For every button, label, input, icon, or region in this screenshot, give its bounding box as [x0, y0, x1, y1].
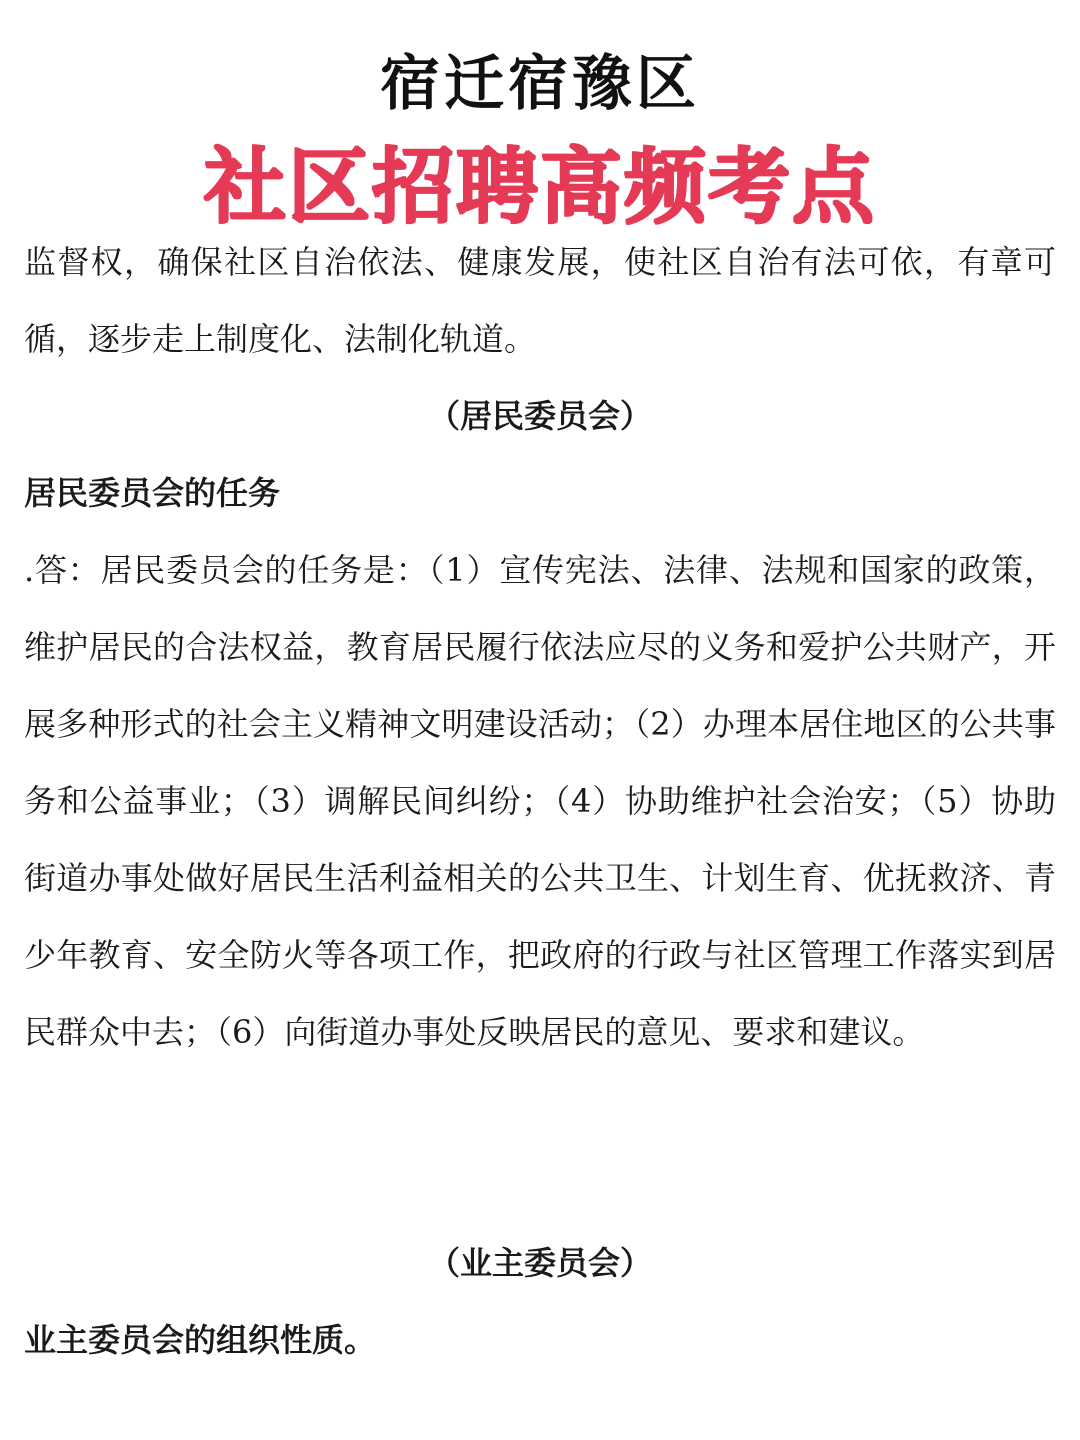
- answer-residents-committee-tasks: .答：居民委员会的任务是：（1）宣传宪法、法律、法规和国家的政策，维护居民的合法权益，教育居民履行依法应尽的义务和爱护公共财产，开展多种形式的社会主义精神文明建设活动；（2）办理本居住地区的公共事务和公益事业；（3）调解民间纠纷；（4）协助维护社会治安；（5）协助街道办事处做好居民生活利益相关的公共卫生、计划生育、优抚救济、青少年教育、安全防火等各项工作，把政府的行政与社区管理工作落实到居民群众中去；（6）向街道办事处反映居民的意见、要求和建议。: [24, 551, 1056, 1051]
- intro-paragraph: 监督权，确保社区自治依法、健康发展，使社区自治有法可依，有章可循，逐步走上制度化、法制化轨道。: [24, 243, 1056, 358]
- page-subtitle: 宿迁宿豫区: [380, 49, 700, 119]
- section-heading-owners-committee: （业主委员会）: [427, 1244, 652, 1282]
- page-title: 社区招聘高频考点: [203, 140, 876, 235]
- question-residents-committee-tasks: 居民委员会的任务: [24, 474, 281, 512]
- document-body: [24, 224, 1056, 1379]
- question-owners-committee-nature: 业主委员会的组织性质。: [24, 1321, 377, 1359]
- section-heading-residents-committee: （居民委员会）: [427, 397, 652, 435]
- spacer: [24, 1071, 1056, 1225]
